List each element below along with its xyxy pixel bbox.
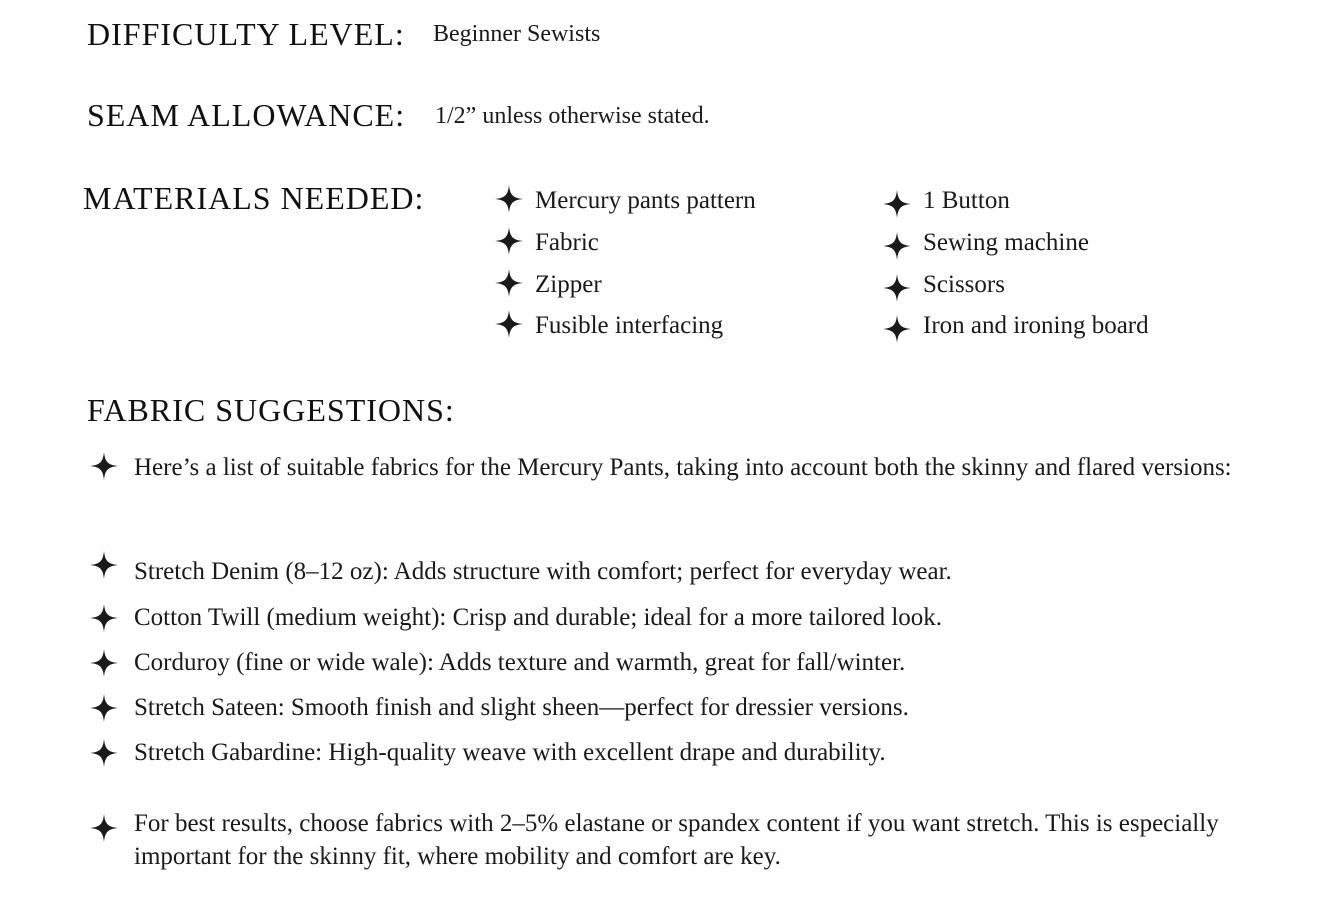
list-item-text: Zipper — [535, 271, 602, 298]
list-item-text: Fusible interfacing — [535, 312, 724, 339]
four-point-star-icon — [89, 451, 119, 481]
four-point-star-icon — [89, 603, 119, 633]
fabric-intro-text: Here’s a list of suitable fabrics for the Mercury Pants, taking into account both the skinny and flared versions: — [134, 454, 1232, 481]
four-point-star-icon — [89, 693, 119, 723]
fabric-item-text: Corduroy (fine or wide wale): Adds texture and warmth, great for fall/winter. — [134, 649, 906, 676]
four-point-star-icon — [89, 648, 119, 678]
seam-value: 1/2” unless otherwise stated. — [435, 103, 710, 129]
four-point-star-icon — [494, 309, 524, 339]
list-item-text: Sewing machine — [923, 229, 1089, 256]
fabric-item-text: Cotton Twill (medium weight): Crisp and durable; ideal for a more tailored look. — [134, 604, 943, 631]
fabric-item-text: Stretch Gabardine: High-quality weave with excellent drape and durability. — [134, 739, 886, 766]
seam-heading: SEAM ALLOWANCE: — [87, 97, 406, 133]
four-point-star-icon — [494, 226, 524, 256]
list-item-text: Scissors — [923, 271, 1005, 298]
four-point-star-icon — [882, 231, 912, 261]
list-item-text: Mercury pants pattern — [535, 187, 756, 214]
four-point-star-icon — [494, 268, 524, 298]
list-item-text: 1 Button — [923, 187, 1010, 214]
fabric-item-text: Stretch Sateen: Smooth finish and slight sheen—perfect for dressier versions. — [134, 694, 909, 721]
four-point-star-icon — [89, 813, 119, 843]
four-point-star-icon — [494, 184, 524, 214]
list-item-text: Iron and ironing board — [923, 312, 1149, 339]
fabric-note-text: For best results, choose fabrics with 2–5% elastane or spandex content if you want stretch. This is especially important for the skinny fit, where mobility and comfort are key. — [134, 810, 1219, 870]
list-item — [89, 601, 1239, 634]
four-point-star-icon — [882, 273, 912, 303]
four-point-star-icon — [89, 550, 119, 580]
difficulty-value: Beginner Sewists — [433, 21, 601, 47]
difficulty-heading: DIFFICULTY LEVEL: — [87, 16, 405, 52]
four-point-star-icon — [89, 738, 119, 768]
list-item — [89, 691, 1239, 724]
fabric-heading: FABRIC SUGGESTIONS: — [87, 392, 455, 428]
four-point-star-icon — [882, 189, 912, 219]
fabric-note — [89, 807, 1239, 873]
materials-heading: MATERIALS NEEDED: — [83, 180, 425, 216]
four-point-star-icon — [882, 314, 912, 344]
list-item — [89, 646, 1239, 679]
list-item — [89, 736, 1239, 769]
fabric-item-text: Stretch Denim (8–12 oz): Adds structure with comfort; perfect for everyday wear. — [134, 558, 952, 585]
list-item-text: Fabric — [535, 229, 599, 256]
list-item — [89, 555, 1239, 588]
fabric-intro — [89, 451, 1239, 484]
